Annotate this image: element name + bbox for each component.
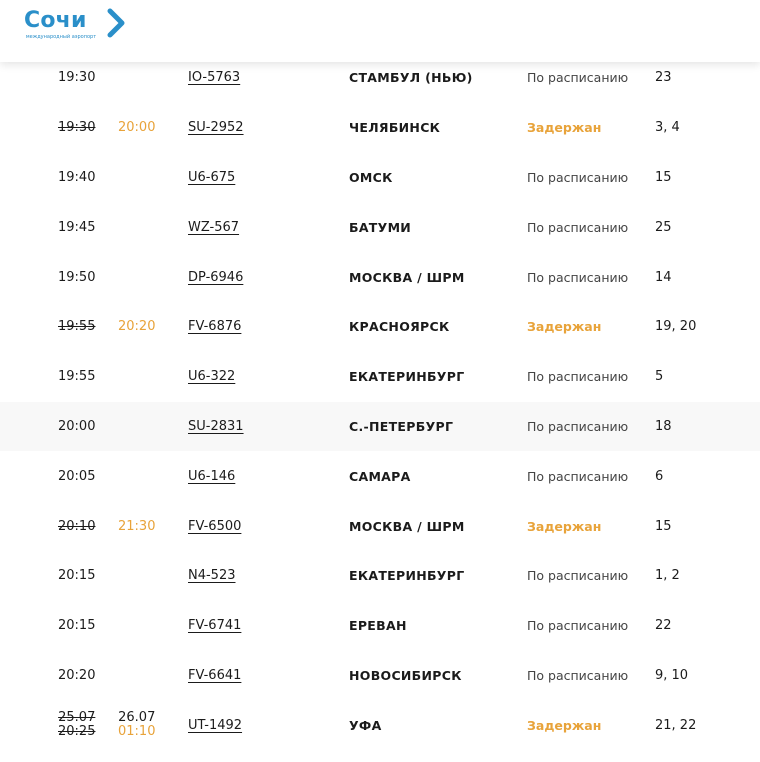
scheduled-time: 19:55 xyxy=(58,369,96,385)
flight-row[interactable] xyxy=(0,252,760,302)
flight-number-link[interactable]: IO-5763 xyxy=(188,70,241,86)
scheduled-time: 20:15 xyxy=(58,568,96,584)
gate-number: 15 xyxy=(655,518,672,534)
flight-status: По расписанию xyxy=(527,369,629,385)
scheduled-time: 20:00 xyxy=(58,418,96,434)
expected-time: 20:20 xyxy=(118,319,156,335)
flight-row[interactable] xyxy=(0,153,760,203)
flight-row[interactable] xyxy=(0,601,760,651)
expected-time: 21:30 xyxy=(118,518,156,534)
logo-arrow-icon xyxy=(106,8,128,38)
scheduled-date: 25.07 xyxy=(58,710,96,726)
gate-number: 9, 10 xyxy=(655,667,689,683)
destination-city: МОСКВА / ШРМ xyxy=(349,269,465,285)
flight-status: По расписанию xyxy=(527,70,629,86)
flight-row[interactable] xyxy=(0,501,760,551)
flight-number-link[interactable]: FV-6500 xyxy=(188,518,242,534)
destination-city: С.-ПЕТЕРБУРГ xyxy=(349,418,454,434)
header-bar xyxy=(0,0,760,62)
flight-status: Задержан xyxy=(527,717,602,733)
flight-status: По расписанию xyxy=(527,219,629,235)
flight-number-link[interactable]: U6-675 xyxy=(188,169,236,185)
flight-status: По расписанию xyxy=(527,568,629,584)
scheduled-time: 19:45 xyxy=(58,219,96,235)
flight-board xyxy=(0,53,760,750)
airport-logo[interactable] xyxy=(24,8,106,40)
flight-status: По расписанию xyxy=(527,418,629,434)
flight-number-link[interactable]: FV-6876 xyxy=(188,319,242,335)
destination-city: СТАМБУЛ (НЬЮ) xyxy=(349,70,473,86)
flight-number-link[interactable]: DP-6946 xyxy=(188,269,244,285)
scheduled-time: 19:30 xyxy=(58,70,96,86)
flight-status: По расписанию xyxy=(527,269,629,285)
scheduled-time: 20:15 xyxy=(58,618,96,634)
scheduled-time: 19:55 xyxy=(58,319,96,335)
scheduled-time: 19:40 xyxy=(58,169,96,185)
flight-number-link[interactable]: WZ-567 xyxy=(188,219,240,235)
flight-row[interactable] xyxy=(0,103,760,153)
gate-number: 5 xyxy=(655,369,664,385)
destination-city: ЕКАТЕРИНБУРГ xyxy=(349,369,465,385)
flight-row[interactable] xyxy=(0,352,760,402)
destination-city: ЕРЕВАН xyxy=(349,618,407,634)
destination-city: НОВОСИБИРСК xyxy=(349,667,462,683)
gate-number: 3, 4 xyxy=(655,120,680,136)
gate-number: 23 xyxy=(655,70,672,86)
gate-number: 6 xyxy=(655,468,664,484)
expected-time xyxy=(118,700,155,750)
flight-status: По расписанию xyxy=(527,169,629,185)
expected-time: 20:00 xyxy=(118,120,156,136)
scheduled-time-value: 20:25 xyxy=(58,724,96,740)
flight-number-link[interactable]: FV-6741 xyxy=(188,618,242,634)
gate-number: 21, 22 xyxy=(655,717,697,733)
flight-number-link[interactable]: SU-2831 xyxy=(188,418,244,434)
flight-number-link[interactable]: FV-6641 xyxy=(188,667,242,683)
gate-number: 18 xyxy=(655,418,672,434)
flight-status: По расписанию xyxy=(527,468,629,484)
flight-number-link[interactable]: UT-1492 xyxy=(188,717,243,733)
flight-row[interactable] xyxy=(0,551,760,601)
destination-city: КРАСНОЯРСК xyxy=(349,319,450,335)
logo-subtitle: международный аэропорт xyxy=(25,34,97,40)
flight-row[interactable] xyxy=(0,202,760,252)
flight-number-link[interactable]: U6-146 xyxy=(188,468,236,484)
gate-number: 1, 2 xyxy=(655,568,680,584)
destination-city: БАТУМИ xyxy=(349,219,412,235)
scheduled-time: 19:50 xyxy=(58,269,96,285)
gate-number: 14 xyxy=(655,269,672,285)
flight-status: Задержан xyxy=(527,518,602,534)
flight-row[interactable] xyxy=(0,651,760,701)
gate-number: 22 xyxy=(655,618,672,634)
flight-row[interactable] xyxy=(0,302,760,352)
flight-status: По расписанию xyxy=(527,667,629,683)
gate-number: 15 xyxy=(655,169,672,185)
logo-wordmark: Сочи xyxy=(24,8,87,33)
flight-status: Задержан xyxy=(527,319,602,335)
destination-city: ЕКАТЕРИНБУРГ xyxy=(349,568,465,584)
gate-number: 25 xyxy=(655,219,672,235)
expected-time-value: 01:10 xyxy=(118,724,156,740)
scheduled-time xyxy=(58,700,95,750)
destination-city: УФА xyxy=(349,717,382,733)
scheduled-time: 20:05 xyxy=(58,468,96,484)
flight-number-link[interactable]: SU-2952 xyxy=(188,120,244,136)
flight-row[interactable] xyxy=(0,402,760,452)
flight-row[interactable] xyxy=(0,451,760,501)
flight-number-link[interactable]: U6-322 xyxy=(188,369,236,385)
gate-number: 19, 20 xyxy=(655,319,697,335)
flight-row[interactable] xyxy=(0,700,760,750)
flight-status: По расписанию xyxy=(527,618,629,634)
flight-status: Задержан xyxy=(527,120,602,136)
expected-date: 26.07 xyxy=(118,710,156,726)
destination-city: ЧЕЛЯБИНСК xyxy=(349,120,441,136)
destination-city: МОСКВА / ШРМ xyxy=(349,518,465,534)
scheduled-time: 20:20 xyxy=(58,667,96,683)
flight-number-link[interactable]: N4-523 xyxy=(188,568,236,584)
scheduled-time: 19:30 xyxy=(58,120,96,136)
destination-city: ОМСК xyxy=(349,169,393,185)
destination-city: САМАРА xyxy=(349,468,411,484)
scheduled-time: 20:10 xyxy=(58,518,96,534)
